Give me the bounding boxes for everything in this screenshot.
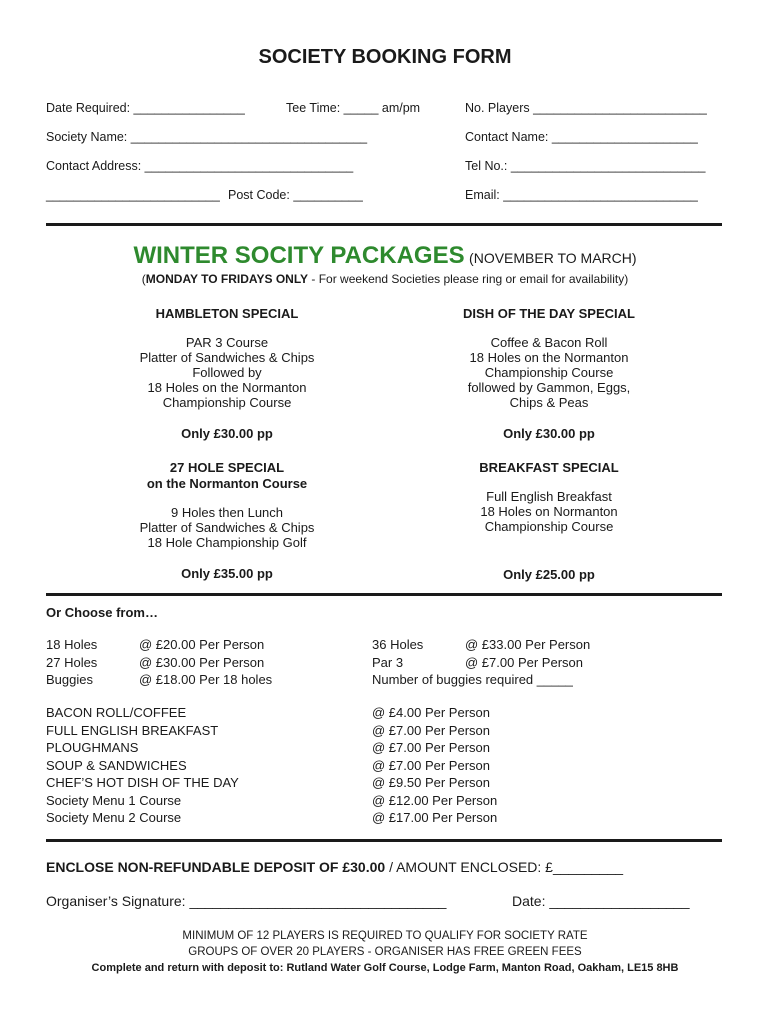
package-line: 18 Hole Championship Golf xyxy=(147,535,307,550)
list-item: Society Menu 1 Course xyxy=(46,792,182,808)
footer-minimum-players: MINIMUM OF 12 PLAYERS IS REQUIRED TO QUALIFY FOR SOCIETY RATE xyxy=(182,930,588,942)
list-price: @ £7.00 Per Person xyxy=(372,757,490,773)
date-field[interactable]: Date: __________________ xyxy=(512,893,690,909)
tel-no-field[interactable]: Tel No.: ____________________________ xyxy=(465,159,706,173)
food-prices xyxy=(372,704,497,827)
package-line: Championship Course xyxy=(162,395,292,410)
package-dish-of-the-day xyxy=(429,306,669,410)
package-line: Followed by xyxy=(192,365,262,380)
package-line: Championship Course xyxy=(484,519,614,534)
hambleton-price: Only £30.00 pp xyxy=(181,426,273,441)
choose-right-prices xyxy=(465,636,590,671)
package-title: HAMBLETON SPECIAL xyxy=(155,306,299,321)
package-line: Championship Course xyxy=(484,365,614,380)
package-hambleton xyxy=(107,306,347,410)
footer-return-address: Complete and return with deposit to: Rutland Water Golf Course, Lodge Farm, Manton Road, Oakham, LE15 8HB xyxy=(91,962,679,974)
contact-name-field[interactable]: Contact Name: _____________________ xyxy=(465,130,698,144)
contact-address-field[interactable]: Contact Address: ______________________________ xyxy=(46,159,354,173)
winter-heading xyxy=(0,242,770,270)
winter-note xyxy=(0,272,770,286)
package-title: BREAKFAST SPECIAL xyxy=(479,460,619,475)
package-line: Platter of Sandwiches & Chips xyxy=(139,350,315,365)
footer-groups-note: GROUPS OF OVER 20 PLAYERS - ORGANISER HAS FREE GREEN FEES xyxy=(188,946,582,958)
list-price: @ £33.00 Per Person xyxy=(465,637,591,652)
package-line: 9 Holes then Lunch xyxy=(170,505,284,520)
list-item: Buggies xyxy=(46,672,93,687)
list-price: @ £12.00 Per Person xyxy=(372,792,498,808)
list-item: BACON ROLL/COFFEE xyxy=(46,705,187,720)
list-price: @ £7.00 Per Person xyxy=(372,722,490,738)
list-item: PLOUGHMANS xyxy=(46,740,139,755)
list-item: 18 Holes xyxy=(46,637,98,652)
package-line: Full English Breakfast xyxy=(486,489,612,504)
tee-time-field[interactable]: Tee Time: _____ am/pm xyxy=(286,101,421,115)
list-price: @ £4.00 Per Person xyxy=(372,705,490,720)
package-line: Platter of Sandwiches & Chips xyxy=(139,520,315,535)
list-price: @ £9.50 Per Person xyxy=(372,775,490,790)
package-line: Coffee & Bacon Roll xyxy=(490,335,608,350)
choose-heading: Or Choose from… xyxy=(46,605,158,620)
package-line: followed by Gammon, Eggs, xyxy=(467,380,631,395)
society-name-field[interactable]: Society Name: __________________________________ xyxy=(46,130,368,144)
list-item: 27 Holes xyxy=(46,654,98,670)
divider-bottom xyxy=(46,839,722,842)
choose-left-items xyxy=(46,636,97,689)
winter-note-weekdays: MONDAY TO FRIDAYS ONLY xyxy=(145,272,309,286)
organiser-signature-field[interactable]: Organiser’s Signature: _________________________________ xyxy=(46,893,447,909)
list-price: @ £30.00 Per Person xyxy=(139,654,265,670)
buggies-required-field[interactable]: Number of buggies required _____ xyxy=(372,672,573,687)
list-item: SOUP & SANDWICHES xyxy=(46,757,187,773)
package-title: 27 HOLE SPECIAL xyxy=(169,460,285,475)
winter-note-rest: - For weekend Societies please ring or email for availability) xyxy=(308,272,629,286)
food-items xyxy=(46,704,239,827)
list-price: @ £17.00 Per Person xyxy=(372,810,498,825)
dish-price: Only £30.00 pp xyxy=(503,426,595,441)
deposit-notice: ENCLOSE NON-REFUNDABLE DEPOSIT OF £30.00 xyxy=(46,859,386,875)
package-subtitle: on the Normanton Course xyxy=(146,476,308,491)
package-line: Chips & Peas xyxy=(509,395,589,410)
list-price: @ £7.00 Per Person xyxy=(372,740,490,755)
winter-title: WINTER SOCITY PACKAGES xyxy=(133,242,465,269)
date-required-field[interactable]: Date Required: ________________ xyxy=(46,101,245,115)
list-item: Society Menu 2 Course xyxy=(46,810,182,825)
divider-middle xyxy=(46,593,722,596)
divider-top xyxy=(46,223,722,226)
no-players-field[interactable]: No. Players _________________________ xyxy=(465,101,707,115)
hole27-price: Only £35.00 pp xyxy=(181,566,273,581)
list-price: @ £20.00 Per Person xyxy=(139,637,265,652)
choose-right-items xyxy=(372,636,423,671)
form-title: SOCIETY BOOKING FORM xyxy=(258,46,512,68)
winter-period: (NOVEMBER TO MARCH) xyxy=(469,250,637,266)
list-item: Par 3 xyxy=(372,654,404,670)
post-code-field[interactable]: Post Code: __________ xyxy=(228,188,363,202)
package-line: PAR 3 Course xyxy=(185,335,269,350)
breakfast-price: Only £25.00 pp xyxy=(503,567,595,582)
choose-left-prices xyxy=(139,636,272,689)
list-price: @ £7.00 Per Person xyxy=(465,654,583,670)
email-field[interactable]: Email: ____________________________ xyxy=(465,188,698,202)
list-price: @ £18.00 Per 18 holes xyxy=(139,672,273,687)
winter-note-open: ( xyxy=(141,272,146,286)
package-line: 18 Holes on the Normanton xyxy=(469,350,629,365)
list-item: 36 Holes xyxy=(372,637,424,652)
amount-enclosed-field[interactable]: / AMOUNT ENCLOSED: £_________ xyxy=(389,859,624,875)
list-item: CHEF’S HOT DISH OF THE DAY xyxy=(46,775,239,790)
deposit-line xyxy=(46,859,623,875)
package-27-hole xyxy=(107,460,347,550)
address-line-field[interactable]: _________________________ xyxy=(46,188,220,202)
package-line: 18 Holes on Normanton xyxy=(480,504,618,519)
package-breakfast xyxy=(429,460,669,534)
package-line: 18 Holes on the Normanton xyxy=(147,380,307,395)
list-item: FULL ENGLISH BREAKFAST xyxy=(46,722,219,738)
package-title: DISH OF THE DAY SPECIAL xyxy=(463,306,635,321)
